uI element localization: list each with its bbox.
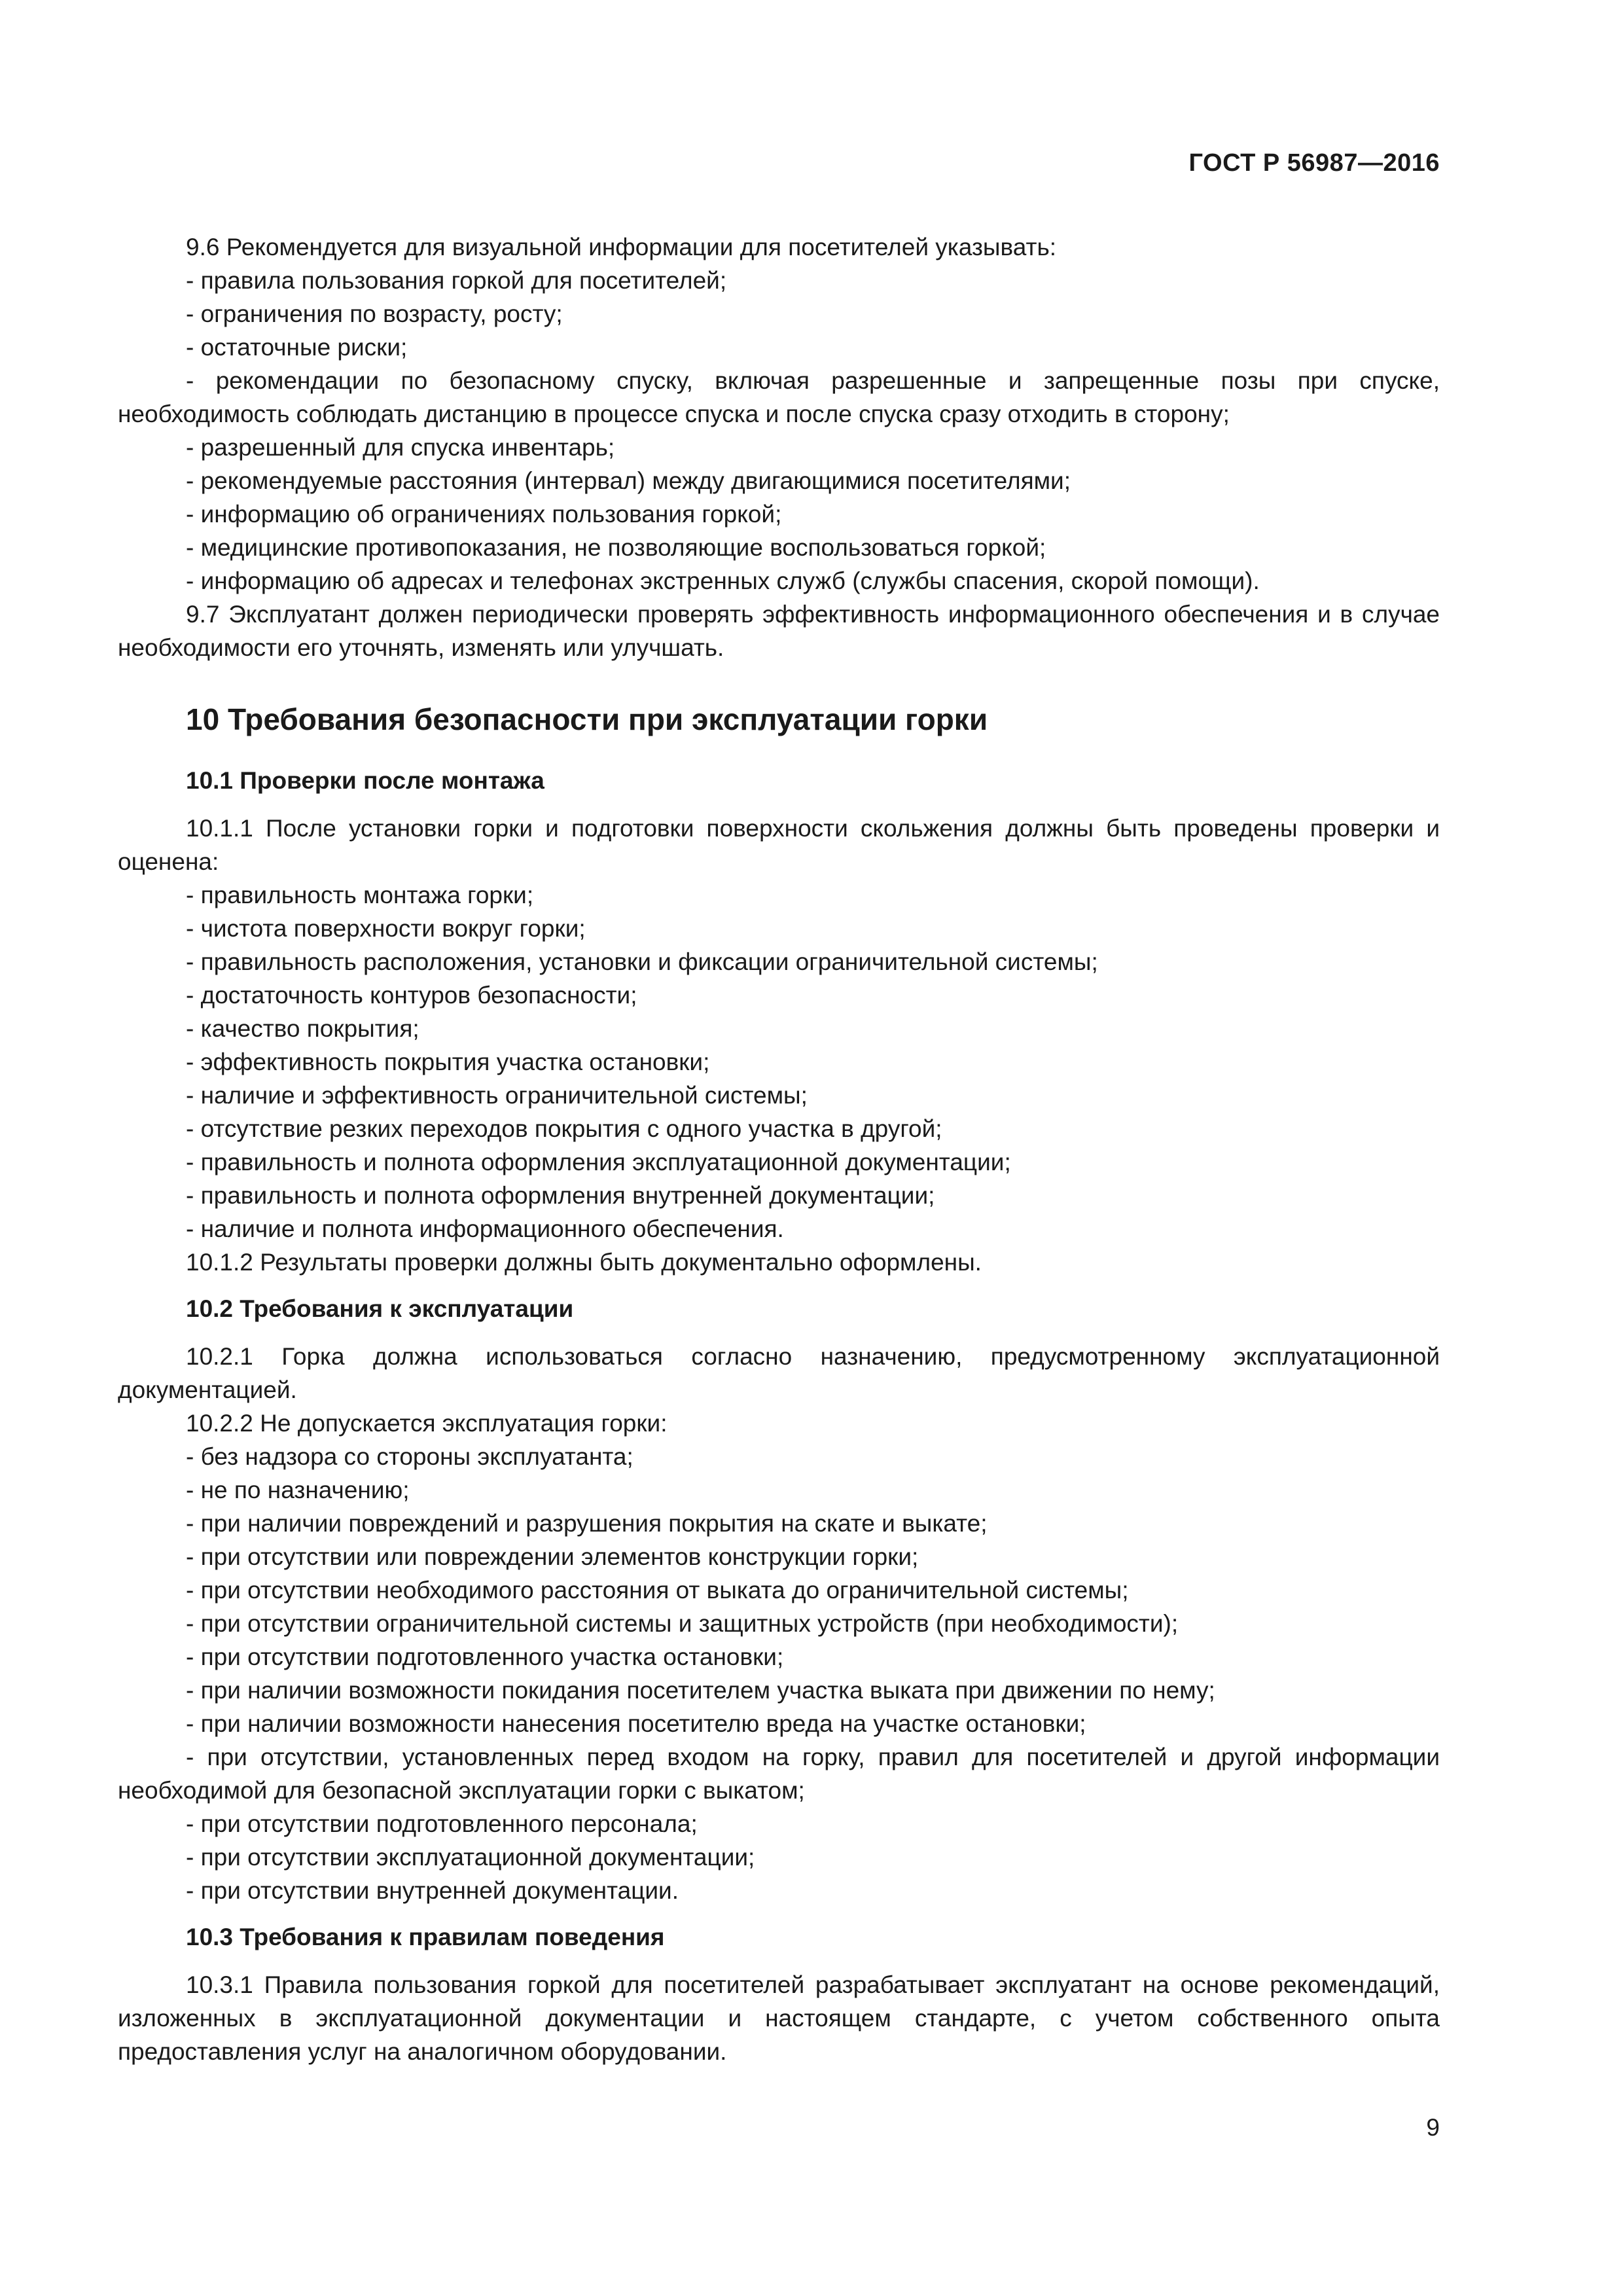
- list-item: - правильность и полнота оформления внутренней документации;: [186, 1182, 935, 1209]
- subsection-10-2-heading: 10.2 Требования к эксплуатации: [186, 1295, 574, 1322]
- clause-9-7: 9.7 Эксплуатант должен периодически проверять эффективность информационного обеспечения и в случае необходимости его уточнять, изменять или улучшать.: [118, 601, 1440, 661]
- list-item: - остаточные риски;: [186, 334, 408, 361]
- list-item: - при отсутствии подготовленного персонала;: [186, 1810, 698, 1837]
- list-item: - информацию об ограничениях пользования горкой;: [186, 501, 782, 528]
- list-item: - правильность и полнота оформления эксплуатационной документации;: [186, 1149, 1011, 1175]
- list-item: - чистота поверхности вокруг горки;: [186, 915, 586, 942]
- standard-designation: ГОСТ Р 56987—2016: [1188, 149, 1440, 177]
- list-item: - наличие и полнота информационного обеспечения.: [186, 1215, 784, 1242]
- list-item: - эффективность покрытия участка остановки;: [186, 1049, 710, 1075]
- list-item: - качество покрытия;: [186, 1015, 419, 1042]
- list-item: - рекомендуемые расстояния (интервал) между двигающимися посетителями;: [186, 467, 1071, 494]
- clause-10-1-1: 10.1.1 После установки горки и подготовки поверхности скольжения должны быть проведены проверки и оценена:: [118, 815, 1440, 875]
- list-item: - при отсутствии эксплуатационной документации;: [186, 1844, 755, 1871]
- list-item: - правила пользования горкой для посетителей;: [186, 267, 727, 294]
- list-item: - рекомендации по безопасному спуску, включая разрешенные и запрещенные позы при спуске, необходимость соблюдать дистанцию в процессе спуска и после спуска сразу отходить в сторону;: [118, 367, 1440, 427]
- list-item: - правильность монтажа горки;: [186, 882, 534, 908]
- list-item: - медицинские противопоказания, не позволяющие воспользоваться горкой;: [186, 534, 1046, 561]
- clause-10-2-2: 10.2.2 Не допускается эксплуатация горки:: [186, 1410, 668, 1437]
- clause-10-2-1: 10.2.1 Горка должна использоваться согласно назначению, предусмотренному эксплуатационной документацией.: [118, 1343, 1440, 1403]
- subsection-10-3-heading: 10.3 Требования к правилам поведения: [186, 1924, 665, 1950]
- list-item: - при отсутствии внутренней документации.: [186, 1877, 679, 1904]
- list-item: - ограничения по возрасту, росту;: [186, 300, 563, 327]
- list-item: - при отсутствии подготовленного участка остановки;: [186, 1643, 784, 1670]
- list-item: - при отсутствии, установленных перед входом на горку, правил для посетителей и другой информации необходимой для безопасной эксплуатации горки с выкатом;: [118, 1744, 1440, 1804]
- list-item: - отсутствие резких переходов покрытия с одного участка в другой;: [186, 1115, 942, 1142]
- subsection-10-1-heading: 10.1 Проверки после монтажа: [186, 767, 544, 794]
- list-item: - не по назначению;: [186, 1477, 410, 1503]
- clause-10-3-1: 10.3.1 Правила пользования горкой для посетителей разрабатывает эксплуатант на основе рекомендаций, изложенных в эксплуатационной документации и настоящем стандарте, с учетом собственного опыта предоставления услуг на аналогичном оборудовании.: [118, 1971, 1440, 2065]
- list-item: - достаточность контуров безопасности;: [186, 982, 637, 1009]
- page-number: 9: [1426, 2114, 1440, 2141]
- clause-10-1-2: 10.1.2 Результаты проверки должны быть документально оформлены.: [186, 1249, 982, 1276]
- page-content: [118, 230, 1440, 2068]
- list-item: - при отсутствии или повреждении элементов конструкции горки;: [186, 1543, 919, 1570]
- list-item: - наличие и эффективность ограничительной системы;: [186, 1082, 808, 1109]
- list-item: - при наличии возможности покидания посетителем участка выката при движении по нему;: [186, 1677, 1215, 1704]
- document-page: [118, 0, 1440, 2296]
- list-item: - при наличии возможности нанесения посетителю вреда на участке остановки;: [186, 1710, 1086, 1737]
- list-item: - информацию об адресах и телефонах экстренных служб (службы спасения, скорой помощи).: [186, 567, 1260, 594]
- list-item: - при отсутствии необходимого расстояния от выката до ограничительной системы;: [186, 1577, 1129, 1604]
- list-item: - при наличии повреждений и разрушения покрытия на скате и выкате;: [186, 1510, 988, 1537]
- list-item: - при отсутствии ограничительной системы и защитных устройств (при необходимости);: [186, 1610, 1179, 1637]
- list-item: - без надзора со стороны эксплуатанта;: [186, 1443, 633, 1470]
- list-item: - правильность расположения, установки и фиксации ограничительной системы;: [186, 948, 1098, 975]
- clause-9-6: 9.6 Рекомендуется для визуальной информации для посетителей указывать:: [186, 234, 1057, 260]
- list-item: - разрешенный для спуска инвентарь;: [186, 434, 615, 461]
- section-10-heading: 10 Требования безопасности при эксплуатации горки: [186, 702, 988, 736]
